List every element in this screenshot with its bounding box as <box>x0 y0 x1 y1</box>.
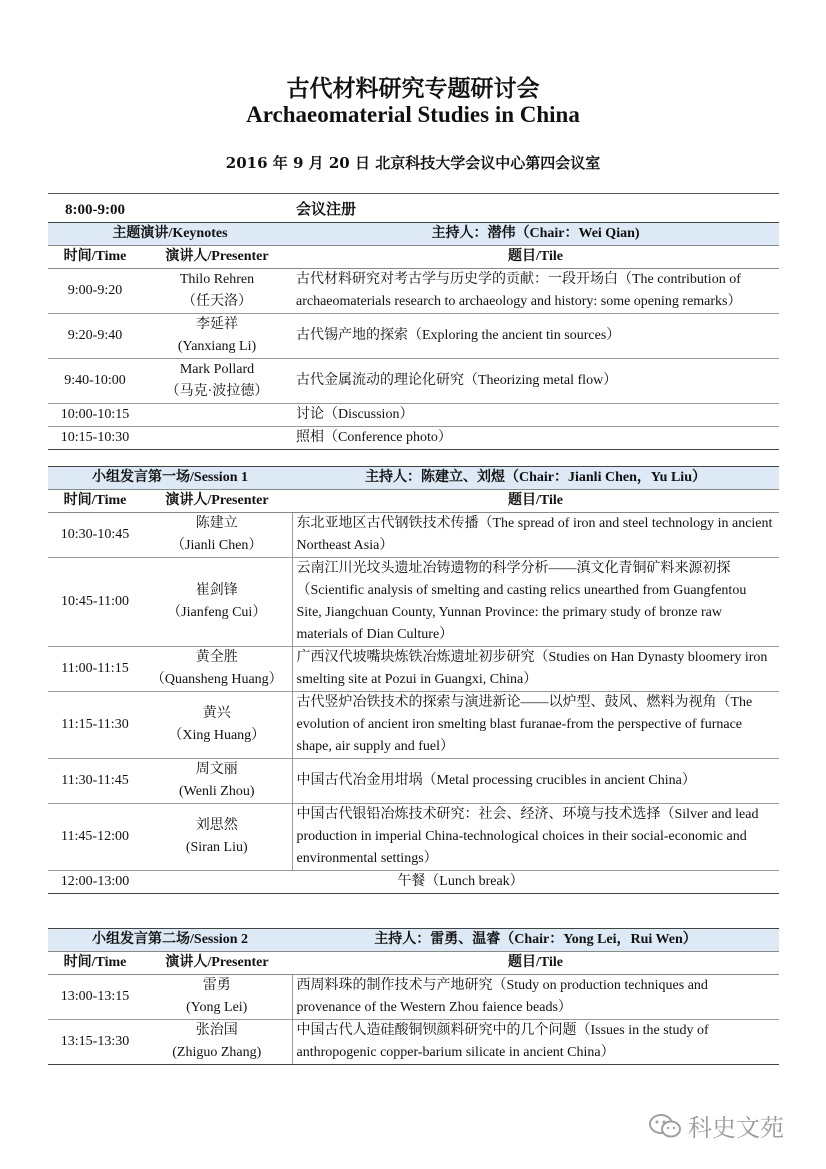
session1-chair: 主持人：陈建立、刘煜（Chair：Jianli Chen，Yu Liu） <box>292 467 779 490</box>
col-presenter: 演讲人/Presenter <box>142 246 292 269</box>
table-row <box>48 1020 779 1065</box>
table-row <box>48 513 779 558</box>
table-row <box>48 427 779 450</box>
session2-header <box>48 929 779 952</box>
talk-presenter: Mark Pollard （马克·波拉德） <box>142 359 292 404</box>
keynotes-header <box>48 223 779 246</box>
talk-time: 10:15-10:30 <box>48 427 142 450</box>
talk-title: 讨论（Discussion） <box>292 404 779 427</box>
talk-title: 古代金属流动的理论化研究（Theorizing metal flow） <box>292 359 779 404</box>
talk-time: 10:00-10:15 <box>48 404 142 427</box>
talk-time: 9:00-9:20 <box>48 269 142 314</box>
page-title-cn: 古代材料研究专题研讨会 <box>286 75 540 102</box>
column-header <box>48 490 779 513</box>
talk-time: 10:30-10:45 <box>48 513 142 558</box>
col-title: 题目/Tile <box>292 490 779 513</box>
talk-title: 古代材料研究对考古学与历史学的贡献：一段开场白（The contribution of archaeomaterials research to archaeology and history: some opening remarks） <box>292 269 779 314</box>
lunch-time: 12:00-13:00 <box>48 871 142 894</box>
talk-time: 11:00-11:15 <box>48 647 142 692</box>
table-row <box>48 804 779 871</box>
session1-name: 小组发言第一场/Session 1 <box>48 467 292 490</box>
talk-title: 古代锡产地的探索（Exploring the ancient tin sources） <box>292 314 779 359</box>
talk-time: 11:15-11:30 <box>48 692 142 759</box>
registration-row <box>48 198 779 223</box>
talk-title: 中国古代银铅冶炼技术研究：社会、经济、环境与技术选择（Silver and lead production in imperial China-technological choices in their social-economic and environmental settings） <box>292 804 779 871</box>
col-title: 题目/Tile <box>292 246 779 269</box>
talk-title: 广西汉代坡嘴块炼铁冶炼遗址初步研究（Studies on Han Dynasty bloomery iron smelting site at Pozui in Guangxi, China） <box>292 647 779 692</box>
talk-title: 照相（Conference photo） <box>292 427 779 450</box>
talk-presenter: 崔剑锋 （Jianfeng Cui） <box>142 558 292 647</box>
table-row <box>48 759 779 804</box>
talk-presenter: 李延祥 (Yanxiang Li) <box>142 314 292 359</box>
col-title: 题目/Tile <box>292 952 779 975</box>
col-time: 时间/Time <box>48 490 142 513</box>
keynotes-table <box>48 198 779 450</box>
talk-presenter: 黄全胜 （Quansheng Huang） <box>142 647 292 692</box>
talk-presenter: 张治国 (Zhiguo Zhang) <box>142 1020 292 1065</box>
table-row <box>48 692 779 759</box>
top-rule <box>48 193 779 194</box>
column-header <box>48 952 779 975</box>
column-header <box>48 246 779 269</box>
talk-title: 西周料珠的制作技术与产地研究（Study on production techniques and provenance of the Western Zhou faience beads） <box>292 975 779 1020</box>
table-row <box>48 647 779 692</box>
registration-time: 8:00-9:00 <box>65 202 125 218</box>
session1-table <box>48 466 779 894</box>
date-venue: 2016 年 9 月 20 日 北京科技大学会议中心第四会议室 <box>225 154 601 172</box>
watermark <box>648 1108 784 1143</box>
table-row <box>48 269 779 314</box>
col-time: 时间/Time <box>48 952 142 975</box>
talk-presenter: 黄兴 （Xing Huang） <box>142 692 292 759</box>
talk-time: 11:30-11:45 <box>48 759 142 804</box>
wechat-icon <box>648 1113 682 1139</box>
talk-title: 东北亚地区古代钢铁技术传播（The spread of iron and steel technology in ancient Northeast Asia） <box>292 513 779 558</box>
talk-presenter: 雷勇 (Yong Lei) <box>142 975 292 1020</box>
table-row <box>48 359 779 404</box>
talk-time: 10:45-11:00 <box>48 558 142 647</box>
table-row <box>48 975 779 1020</box>
table-row <box>48 314 779 359</box>
lunch-row <box>48 871 779 894</box>
page-title-en: Archaeomaterial Studies in China <box>246 102 580 127</box>
watermark-text: 科史文苑 <box>688 1114 784 1142</box>
talk-time: 9:40-10:00 <box>48 359 142 404</box>
col-presenter: 演讲人/Presenter <box>142 952 292 975</box>
talk-presenter: Thilo Rehren （任天洛） <box>142 269 292 314</box>
talk-time: 9:20-9:40 <box>48 314 142 359</box>
col-time: 时间/Time <box>48 246 142 269</box>
talk-presenter <box>142 404 292 427</box>
talk-presenter: 周文丽 (Wenli Zhou) <box>142 759 292 804</box>
talk-presenter: 刘思然 (Siran Liu) <box>142 804 292 871</box>
talk-time: 11:45-12:00 <box>48 804 142 871</box>
talk-title: 中国古代冶金用坩埚（Metal processing crucibles in ancient China） <box>292 759 779 804</box>
lunch-label: 午餐（Lunch break） <box>142 871 779 894</box>
session2-name: 小组发言第二场/Session 2 <box>48 929 292 952</box>
keynotes-chair: 主持人：潜伟（Chair：Wei Qian) <box>292 223 779 246</box>
col-presenter: 演讲人/Presenter <box>142 490 292 513</box>
talk-time: 13:00-13:15 <box>48 975 142 1020</box>
session2-table <box>48 928 779 1065</box>
talk-title: 云南江川光坟头遗址冶铸遗物的科学分析——滇文化青铜矿料来源初探（Scientific analysis of smelting and casting relics unearthed from Guangfentou Site, Jiangchuan County, Yunnan Province: the primary study of bronze raw materials of Dian Culture） <box>292 558 779 647</box>
table-row <box>48 404 779 427</box>
talk-presenter <box>142 427 292 450</box>
talk-presenter: 陈建立 （Jianli Chen） <box>142 513 292 558</box>
table-row <box>48 558 779 647</box>
session2-chair: 主持人：雷勇、温睿（Chair：Yong Lei，Rui Wen） <box>292 929 779 952</box>
keynotes-name: 主题演讲/Keynotes <box>48 223 292 246</box>
session1-header <box>48 467 779 490</box>
registration-label: 会议注册 <box>296 202 357 218</box>
talk-title: 古代竖炉冶铁技术的探索与演进新论——以炉型、鼓风、燃料为视角（The evolution of ancient iron smelting blast furanae-from the perspective of furnace shape, air supply and fuel） <box>292 692 779 759</box>
talk-title: 中国古代人造硅酸铜钡颜料研究中的几个问题（Issues in the study of anthropogenic copper-barium silicate in ancient China） <box>292 1020 779 1065</box>
talk-time: 13:15-13:30 <box>48 1020 142 1065</box>
